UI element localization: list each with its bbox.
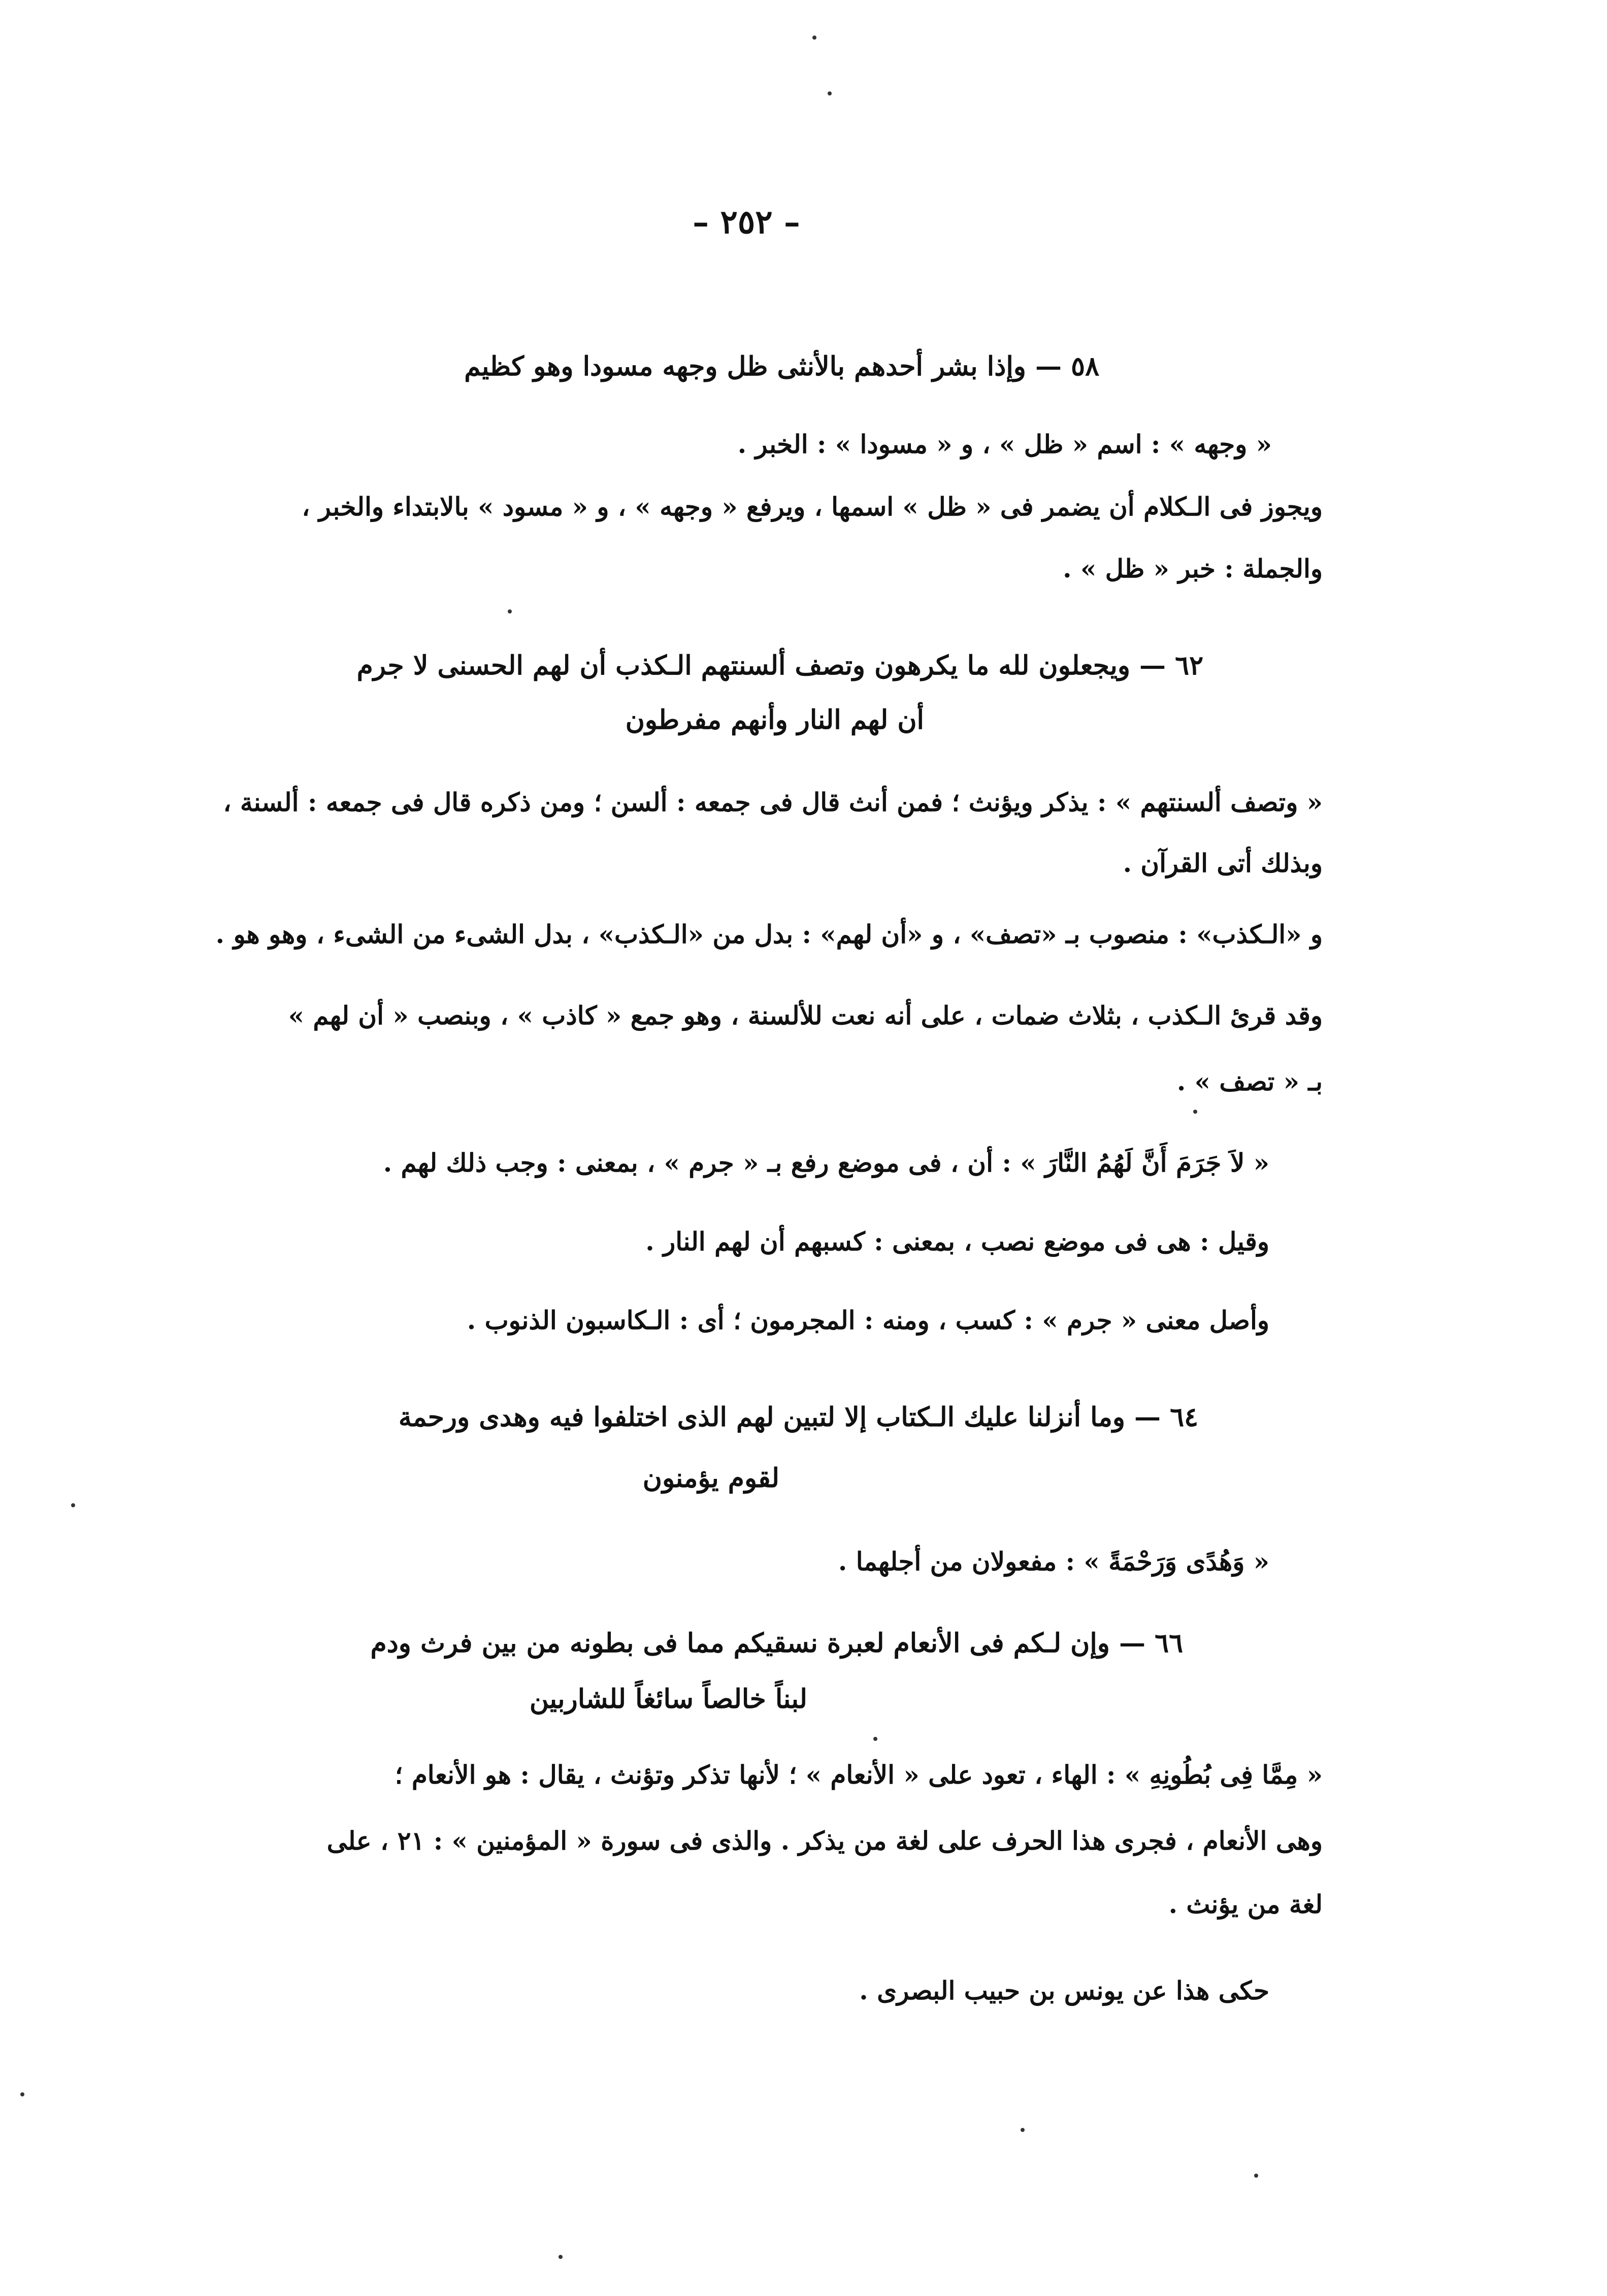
- commentary-62-line-5: بـ « تصف » .: [1176, 1066, 1323, 1096]
- scan-speck: [1021, 2128, 1025, 2132]
- commentary-58-line-1: « وجهه » : اسم « ظل » ، و « مسودا » : الخبر .: [737, 429, 1272, 459]
- verse-64-line-2: لقوم يؤمنون: [642, 1463, 779, 1494]
- verse-62-line-2: أن لهم النار وأنهم مفرطون: [625, 704, 924, 735]
- commentary-62-line-1: « وتصف ألسنتهم » : يذكر ويؤنث ؛ فمن أنث قال فى جمعه : ألسن ؛ ومن ذكره قال فى جمعه : ألسنة ،: [223, 787, 1323, 817]
- scan-speck: [20, 2092, 24, 2096]
- scan-speck: [1193, 1110, 1197, 1114]
- scan-speck: [1254, 2174, 1258, 2178]
- commentary-62-line-8: وأصل معنى « جرم » : كسب ، ومنه : المجرمون ؛ أى : الـكاسبون الذنوب .: [467, 1305, 1269, 1335]
- commentary-66-line-1: « مِمَّا فِى بُطُونِهِ » : الهاء ، تعود على « الأنعام » ؛ لأنها تذكر وتؤنث ، يقال : هو الأنعام ؛: [395, 1760, 1323, 1790]
- commentary-62-line-3: و «الـكذب» : منصوب بـ «تصف» ، و «أن لهم» : بدل من «الـكذب» ، بدل الشىء من الشىء ، وهو هو .: [215, 919, 1323, 949]
- scan-speck: [828, 91, 832, 95]
- commentary-62-line-7: وقيل : هى فى موضع نصب ، بمعنى : كسبهم أن لهم النار .: [645, 1226, 1269, 1256]
- commentary-58-line-2: ويجوز فى الـكلام أن يضمر فى « ظل » اسمها ، ويرفع « وجهه » ، و « مسود » بالابتداء والخبر ،: [302, 492, 1323, 522]
- verse-64-line-1: ٦٤ — وما أنزلنا عليك الـكتاب إلا لتبين لهم الذى اختلفوا فيه وهدى ورحمة: [398, 1402, 1198, 1433]
- scan-speck: [812, 36, 816, 40]
- verse-62-line-1: ٦٢ — ويجعلون لله ما يكرهون وتصف ألسنتهم الـكذب أن لهم الحسنى لا جرم: [356, 650, 1203, 681]
- verse-66-line-1: ٦٦ — وإن لـكم فى الأنعام لعبرة نسقيكم مما فى بطونه من بين فرث ودم: [370, 1628, 1183, 1659]
- scan-speck: [559, 2255, 563, 2259]
- verse-58: ٥٨ — وإذا بشر أحدهم بالأنثى ظل وجهه مسودا وهو كظيم: [464, 351, 1099, 382]
- commentary-62-line-4: وقد قرئ الـكذب ، بثلاث ضمات ، على أنه نعت للألسنة ، وهو جمع « كاذب » ، وبنصب « أن لهم »: [288, 1000, 1323, 1030]
- commentary-66-line-4: حكى هذا عن يونس بن حبيب البصرى .: [859, 1976, 1269, 2006]
- commentary-62-line-6: « لاَ جَرَمَ أَنَّ لَهُمُ النَّارَ » : أن ، فى موضع رفع بـ « جرم » ، بمعنى : وجب ذلك لهم .: [383, 1148, 1269, 1178]
- commentary-62-line-2: وبذلك أتى القرآن .: [1123, 848, 1323, 878]
- page-number: – ٢٥٢ –: [693, 203, 800, 241]
- scan-speck: [508, 609, 512, 613]
- verse-66-line-2: لبناً خالصاً سائغاً للشاربين: [529, 1684, 807, 1715]
- commentary-66-line-2: وهى الأنعام ، فجرى هذا الحرف على لغة من يذكر . والذى فى سورة « المؤمنين » : ٢١ ، على: [326, 1826, 1323, 1856]
- commentary-58-line-3: والجملة : خبر « ظل » .: [1063, 554, 1323, 584]
- commentary-66-line-3: لغة من يؤنث .: [1168, 1889, 1323, 1919]
- scan-speck: [71, 1503, 75, 1507]
- scan-speck: [873, 1737, 877, 1741]
- commentary-64-line-1: « وَهُدًى وَرَحْمَةً » : مفعولان من أجلهما .: [838, 1546, 1269, 1576]
